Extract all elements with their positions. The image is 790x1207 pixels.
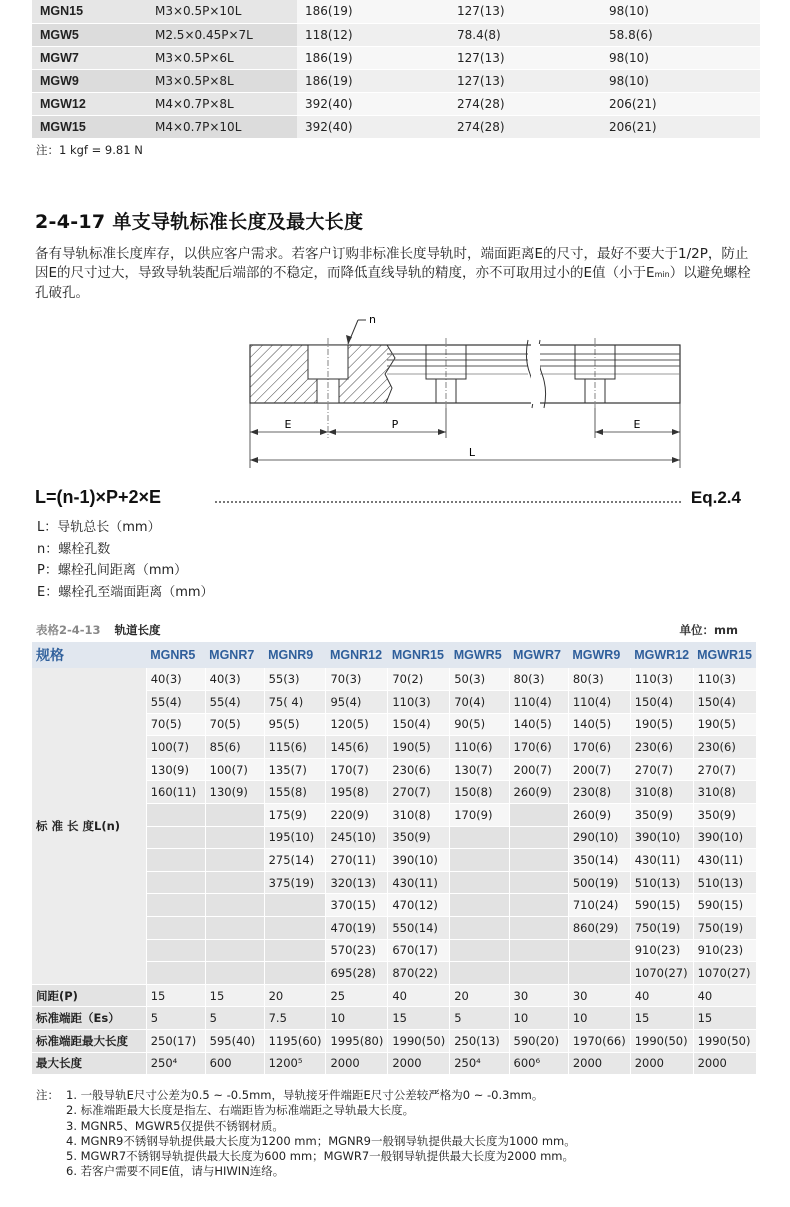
- header-model: MGWR9: [568, 642, 630, 668]
- table-cell: [450, 917, 509, 940]
- note-item: 4. MGNR9不锈钢导轨提供最大长度为1200 mm；MGNR9一般钢导轨提供最大长度为1000 mm。: [66, 1133, 576, 1148]
- table-cell: 350(9): [693, 804, 756, 827]
- table-cell: 750(19): [693, 917, 756, 940]
- header-model: MGNR12: [326, 642, 388, 668]
- table-row: [32, 1030, 756, 1053]
- table-cell: 230(6): [693, 736, 756, 759]
- header-model: MGNR7: [205, 642, 264, 668]
- table-cell: 70(5): [146, 713, 205, 736]
- label-n: n: [369, 313, 376, 326]
- table-cell: 695(28): [326, 962, 388, 985]
- table-cell: 274(28): [449, 92, 601, 115]
- table-cell: 58.8(6): [601, 23, 760, 46]
- table-cell: 390(10): [630, 826, 693, 849]
- table-row: [32, 46, 760, 69]
- table-cell: [264, 939, 326, 962]
- table-cell: 600⁶: [509, 1052, 568, 1075]
- table-cell: 310(8): [630, 781, 693, 804]
- table-cell: 10: [326, 1007, 388, 1030]
- table-cell: 70(5): [205, 713, 264, 736]
- header-model: MGWR5: [450, 642, 509, 668]
- table-cell: 250(17): [146, 1030, 205, 1053]
- table-row: [32, 115, 760, 138]
- table-cell: [205, 804, 264, 827]
- table-cell: 195(8): [326, 781, 388, 804]
- table-unit: 单位：mm: [679, 623, 738, 637]
- table-cell: 1070(27): [693, 962, 756, 985]
- para-subscript: min: [654, 270, 670, 279]
- table-cell: [509, 939, 568, 962]
- table-cell: 245(10): [326, 826, 388, 849]
- table-title: 轨道长度: [114, 623, 161, 637]
- table-cell: [146, 804, 205, 827]
- table-cell: 190(5): [630, 713, 693, 736]
- table-cell: [509, 826, 568, 849]
- table-caption: [36, 622, 161, 638]
- table-row: [32, 668, 756, 691]
- equation-leader-dots: [215, 501, 681, 503]
- table-cell: 250⁴: [450, 1052, 509, 1075]
- table-cell: 260(9): [509, 781, 568, 804]
- table-cell: M4×0.7P×10L: [147, 115, 297, 138]
- table-cell: [450, 849, 509, 872]
- table-row: [32, 23, 760, 46]
- table-cell: M4×0.7P×8L: [147, 92, 297, 115]
- table-cell: 100(7): [146, 736, 205, 759]
- table-cell: M3×0.5P×10L: [147, 0, 297, 23]
- note-item: 5. MGWR7不锈钢导轨提供最大长度为600 mm；MGWR7一般钢导轨提供最大长度为2000 mm。: [66, 1149, 574, 1164]
- table-cell: 206(21): [601, 115, 760, 138]
- table-cell: 10: [509, 1007, 568, 1030]
- thread-load-table: [32, 0, 760, 139]
- table-cell: 40: [630, 984, 693, 1007]
- table-cell: 250(13): [450, 1030, 509, 1053]
- table-cell: 15: [205, 984, 264, 1007]
- table-cell: 127(13): [449, 0, 601, 23]
- table-row: [32, 1052, 756, 1075]
- row-label: 间距(P): [32, 984, 146, 1007]
- table-cell: 310(8): [693, 781, 756, 804]
- table-cell: 5: [450, 1007, 509, 1030]
- table-cell: 135(7): [264, 758, 326, 781]
- table-row: [32, 984, 756, 1007]
- table-cell: 470(19): [326, 917, 388, 940]
- table-cell: 150(4): [388, 713, 450, 736]
- table-cell: 750(19): [630, 917, 693, 940]
- label-e-left: E: [284, 418, 292, 431]
- table-cell: 5: [205, 1007, 264, 1030]
- equation-row: [35, 487, 741, 513]
- table-cell: 1970(66): [568, 1030, 630, 1053]
- table-cell: 150(4): [693, 691, 756, 714]
- table-cell: 1990(50): [693, 1030, 756, 1053]
- header-model: MGWR15: [693, 642, 756, 668]
- note-item: 3. MGNR5、MGWR5仅提供不锈钢材质。: [66, 1118, 284, 1133]
- table-cell: 1995(80): [326, 1030, 388, 1053]
- para-text-2: ）以避免螺栓孔破孔。: [35, 265, 751, 301]
- table-cell: 140(5): [568, 713, 630, 736]
- table-cell: 230(8): [568, 781, 630, 804]
- table-cell: 870(22): [388, 962, 450, 985]
- table-cell: [146, 962, 205, 985]
- table-cell: 130(9): [205, 781, 264, 804]
- note-item: 6. 若客户需要不同E值，请与HIWIN连络。: [66, 1164, 285, 1179]
- table-cell: 20: [264, 984, 326, 1007]
- table-cell: 310(8): [388, 804, 450, 827]
- table-cell: [264, 894, 326, 917]
- table-cell: 40(3): [205, 668, 264, 691]
- table-cell: 7.5: [264, 1007, 326, 1030]
- table-cell: 140(5): [509, 713, 568, 736]
- table-cell: 25: [326, 984, 388, 1007]
- table-cell: 1990(50): [630, 1030, 693, 1053]
- table-cell: 370(15): [326, 894, 388, 917]
- table-row: [32, 0, 760, 23]
- table-cell: 170(6): [568, 736, 630, 759]
- table-cell: 430(11): [630, 849, 693, 872]
- definition-n: n：螺栓孔数: [37, 541, 111, 557]
- table-cell: 590(15): [630, 894, 693, 917]
- table-cell: 230(6): [630, 736, 693, 759]
- table-cell: 2000: [693, 1052, 756, 1075]
- table-cell: 55(3): [264, 668, 326, 691]
- table-cell: 15: [693, 1007, 756, 1030]
- header-model: MGNR5: [146, 642, 205, 668]
- table-cell: 186(19): [297, 46, 449, 69]
- table-cell: 70(2): [388, 668, 450, 691]
- notes-block: [36, 1088, 576, 1180]
- table-cell: 98(10): [601, 69, 760, 92]
- table-cell: 350(9): [630, 804, 693, 827]
- table-cell: 85(6): [205, 736, 264, 759]
- table-cell: 1195(60): [264, 1030, 326, 1053]
- table-cell: [450, 826, 509, 849]
- table-row: [32, 69, 760, 92]
- unit-note: 注：1 kgf = 9.81 N: [36, 143, 143, 157]
- table-cell: 190(5): [388, 736, 450, 759]
- table-cell: 270(7): [388, 781, 450, 804]
- table-cell: [205, 826, 264, 849]
- table-cell: 127(13): [449, 69, 601, 92]
- section-title: 2-4-17 单支导轨标准长度及最大长度: [35, 211, 364, 233]
- table-row: [32, 92, 760, 115]
- table-cell: M2.5×0.45P×7L: [147, 23, 297, 46]
- table-cell: [146, 871, 205, 894]
- table-cell: 570(23): [326, 939, 388, 962]
- table-cell: 110(3): [630, 668, 693, 691]
- table-cell: 510(13): [630, 871, 693, 894]
- table-cell: 40: [388, 984, 450, 1007]
- table-cell: 274(28): [449, 115, 601, 138]
- table-cell: [509, 804, 568, 827]
- table-cell: 390(10): [693, 826, 756, 849]
- table-cell: 50(3): [450, 668, 509, 691]
- table-cell: MGW5: [32, 23, 147, 46]
- rail-diagram: [240, 308, 690, 468]
- table-cell: MGW9: [32, 69, 147, 92]
- table-cell: [568, 962, 630, 985]
- note-item: 1. 一般导轨E尺寸公差为0.5 ~ -0.5mm，导轨接牙件端距E尺寸公差较严格为0 ~ -0.3mm。: [66, 1088, 544, 1102]
- table-cell: 170(9): [450, 804, 509, 827]
- table-cell: 710(24): [568, 894, 630, 917]
- table-cell: 40(3): [146, 668, 205, 691]
- row-label: 最大长度: [32, 1052, 146, 1075]
- para-text-1: 备有导轨标准长度库存，以供应客户需求。若客户订购非标准长度导轨时，端面距离E的尺寸，最好不要大于1/2P，防止因E的尺寸过大，导致导轨装配后端部的不稳定，而降低直线导轨的精度，亦不可取用过小的E值（小于E: [35, 246, 749, 281]
- header-model: MGNR9: [264, 642, 326, 668]
- table-cell: [146, 939, 205, 962]
- table-cell: 1200⁵: [264, 1052, 326, 1075]
- rail-length-table: [32, 642, 756, 1075]
- table-cell: 290(10): [568, 826, 630, 849]
- table-cell: 270(7): [693, 758, 756, 781]
- table-cell: [205, 894, 264, 917]
- table-cell: [205, 939, 264, 962]
- table-cell: 2000: [326, 1052, 388, 1075]
- table-cell: 2000: [388, 1052, 450, 1075]
- table-cell: 170(6): [509, 736, 568, 759]
- table-cell: MGN15: [32, 0, 147, 23]
- table-cell: 110(3): [388, 691, 450, 714]
- table-cell: 90(5): [450, 713, 509, 736]
- table-cell: 110(4): [509, 691, 568, 714]
- table-cell: 186(19): [297, 69, 449, 92]
- table-cell: 130(7): [450, 758, 509, 781]
- table-cell: 595(40): [205, 1030, 264, 1053]
- table-number: 表格2-4-13: [36, 623, 101, 637]
- table-cell: 2000: [568, 1052, 630, 1075]
- table-cell: [205, 871, 264, 894]
- table-cell: [146, 894, 205, 917]
- table-cell: 95(4): [326, 691, 388, 714]
- label-p: P: [391, 418, 399, 431]
- table-cell: 430(11): [388, 871, 450, 894]
- table-cell: 80(3): [509, 668, 568, 691]
- equation-ref: Eq.2.4: [690, 488, 741, 507]
- table-cell: 550(14): [388, 917, 450, 940]
- table-cell: 110(4): [568, 691, 630, 714]
- table-cell: 220(9): [326, 804, 388, 827]
- table-cell: 470(12): [388, 894, 450, 917]
- table-cell: 40: [693, 984, 756, 1007]
- table-cell: [509, 917, 568, 940]
- table-cell: 510(13): [693, 871, 756, 894]
- note-item: 2. 标准端距最大长度是指左、右端距皆为标准端距之导轨最大长度。: [66, 1103, 415, 1118]
- table-cell: 392(40): [297, 92, 449, 115]
- table-cell: 150(8): [450, 781, 509, 804]
- table-cell: 20: [450, 984, 509, 1007]
- table-cell: MGW12: [32, 92, 147, 115]
- table-cell: 98(10): [601, 0, 760, 23]
- table-cell: 910(23): [630, 939, 693, 962]
- header-spec: 规格: [32, 642, 146, 668]
- table-cell: [264, 962, 326, 985]
- table-cell: 320(13): [326, 871, 388, 894]
- table-cell: 375(19): [264, 871, 326, 894]
- table-cell: 55(4): [146, 691, 205, 714]
- table-cell: [146, 849, 205, 872]
- table-cell: 2000: [630, 1052, 693, 1075]
- row-label: 标准端距最大长度: [32, 1030, 146, 1053]
- table-cell: 590(20): [509, 1030, 568, 1053]
- table-cell: 110(6): [450, 736, 509, 759]
- table-cell: 186(19): [297, 0, 449, 23]
- table-cell: 170(7): [326, 758, 388, 781]
- table-cell: [509, 894, 568, 917]
- table-cell: 200(7): [568, 758, 630, 781]
- table-cell: 160(11): [146, 781, 205, 804]
- table-cell: [205, 917, 264, 940]
- table-cell: 195(10): [264, 826, 326, 849]
- table-cell: 118(12): [297, 23, 449, 46]
- table-cell: 190(5): [693, 713, 756, 736]
- definition-e: E：螺栓孔至端面距离（mm）: [37, 584, 214, 600]
- table-cell: [450, 939, 509, 962]
- table-row: [32, 1007, 756, 1030]
- table-cell: 206(21): [601, 92, 760, 115]
- table-cell: 80(3): [568, 668, 630, 691]
- table-cell: 200(7): [509, 758, 568, 781]
- table-cell: [146, 826, 205, 849]
- table-cell: 670(17): [388, 939, 450, 962]
- header-model: MGNR15: [388, 642, 450, 668]
- table-cell: [205, 849, 264, 872]
- table-cell: 230(6): [388, 758, 450, 781]
- table-cell: 120(5): [326, 713, 388, 736]
- table-cell: 350(9): [388, 826, 450, 849]
- table-cell: 15: [630, 1007, 693, 1030]
- table-cell: 270(11): [326, 849, 388, 872]
- table-cell: 145(6): [326, 736, 388, 759]
- table-cell: 155(8): [264, 781, 326, 804]
- row-label: 标准端距（Es）: [32, 1007, 146, 1030]
- table-cell: 78.4(8): [449, 23, 601, 46]
- table-cell: 275(14): [264, 849, 326, 872]
- table-cell: M3×0.5P×6L: [147, 46, 297, 69]
- label-l: L: [468, 446, 476, 459]
- table-cell: 260(9): [568, 804, 630, 827]
- table-cell: 350(14): [568, 849, 630, 872]
- table-cell: [568, 939, 630, 962]
- equation-formula: L=(n-1)×P+2×E: [35, 487, 162, 507]
- table-cell: 390(10): [388, 849, 450, 872]
- table-cell: 115(6): [264, 736, 326, 759]
- table-cell: 150(4): [630, 691, 693, 714]
- table-cell: 500(19): [568, 871, 630, 894]
- table-cell: 130(9): [146, 758, 205, 781]
- table-cell: 600: [205, 1052, 264, 1075]
- notes-heading: 注：: [36, 1088, 59, 1102]
- table-cell: [450, 894, 509, 917]
- table-cell: 860(29): [568, 917, 630, 940]
- table-cell: 910(23): [693, 939, 756, 962]
- table-cell: M3×0.5P×8L: [147, 69, 297, 92]
- description-paragraph: [35, 245, 760, 303]
- table-cell: 5: [146, 1007, 205, 1030]
- table-cell: 100(7): [205, 758, 264, 781]
- table-cell: [509, 871, 568, 894]
- header-model: MGWR7: [509, 642, 568, 668]
- table-cell: [509, 849, 568, 872]
- table-cell: [450, 962, 509, 985]
- header-model: MGWR12: [630, 642, 693, 668]
- table-cell: 250⁴: [146, 1052, 205, 1075]
- table-cell: [146, 917, 205, 940]
- table-cell: [205, 962, 264, 985]
- table-cell: 270(7): [630, 758, 693, 781]
- table-cell: [509, 962, 568, 985]
- table-cell: 127(13): [449, 46, 601, 69]
- variable-definitions: [37, 517, 214, 603]
- table-cell: 15: [388, 1007, 450, 1030]
- table-cell: 95(5): [264, 713, 326, 736]
- table-cell: 15: [146, 984, 205, 1007]
- table-cell: 590(15): [693, 894, 756, 917]
- table-cell: 30: [509, 984, 568, 1007]
- table-cell: 430(11): [693, 849, 756, 872]
- table-cell: 75( 4): [264, 691, 326, 714]
- table-cell: 1990(50): [388, 1030, 450, 1053]
- table-cell: 175(9): [264, 804, 326, 827]
- label-e-right: E: [633, 418, 641, 431]
- table-cell: 1070(27): [630, 962, 693, 985]
- table-cell: 10: [568, 1007, 630, 1030]
- table-cell: 98(10): [601, 46, 760, 69]
- definition-p: P：螺栓孔间距离（mm）: [37, 563, 188, 578]
- standard-length-label: 标 准 长 度L(n): [32, 668, 146, 984]
- table-cell: MGW7: [32, 46, 147, 69]
- table-cell: 70(3): [326, 668, 388, 691]
- table-cell: MGW15: [32, 115, 147, 138]
- table-cell: [450, 871, 509, 894]
- table-cell: 30: [568, 984, 630, 1007]
- table-cell: 55(4): [205, 691, 264, 714]
- definition-l: L：导轨总长（mm）: [37, 520, 161, 535]
- table-cell: [264, 917, 326, 940]
- table-cell: 392(40): [297, 115, 449, 138]
- table-cell: 70(4): [450, 691, 509, 714]
- table-cell: 110(3): [693, 668, 756, 691]
